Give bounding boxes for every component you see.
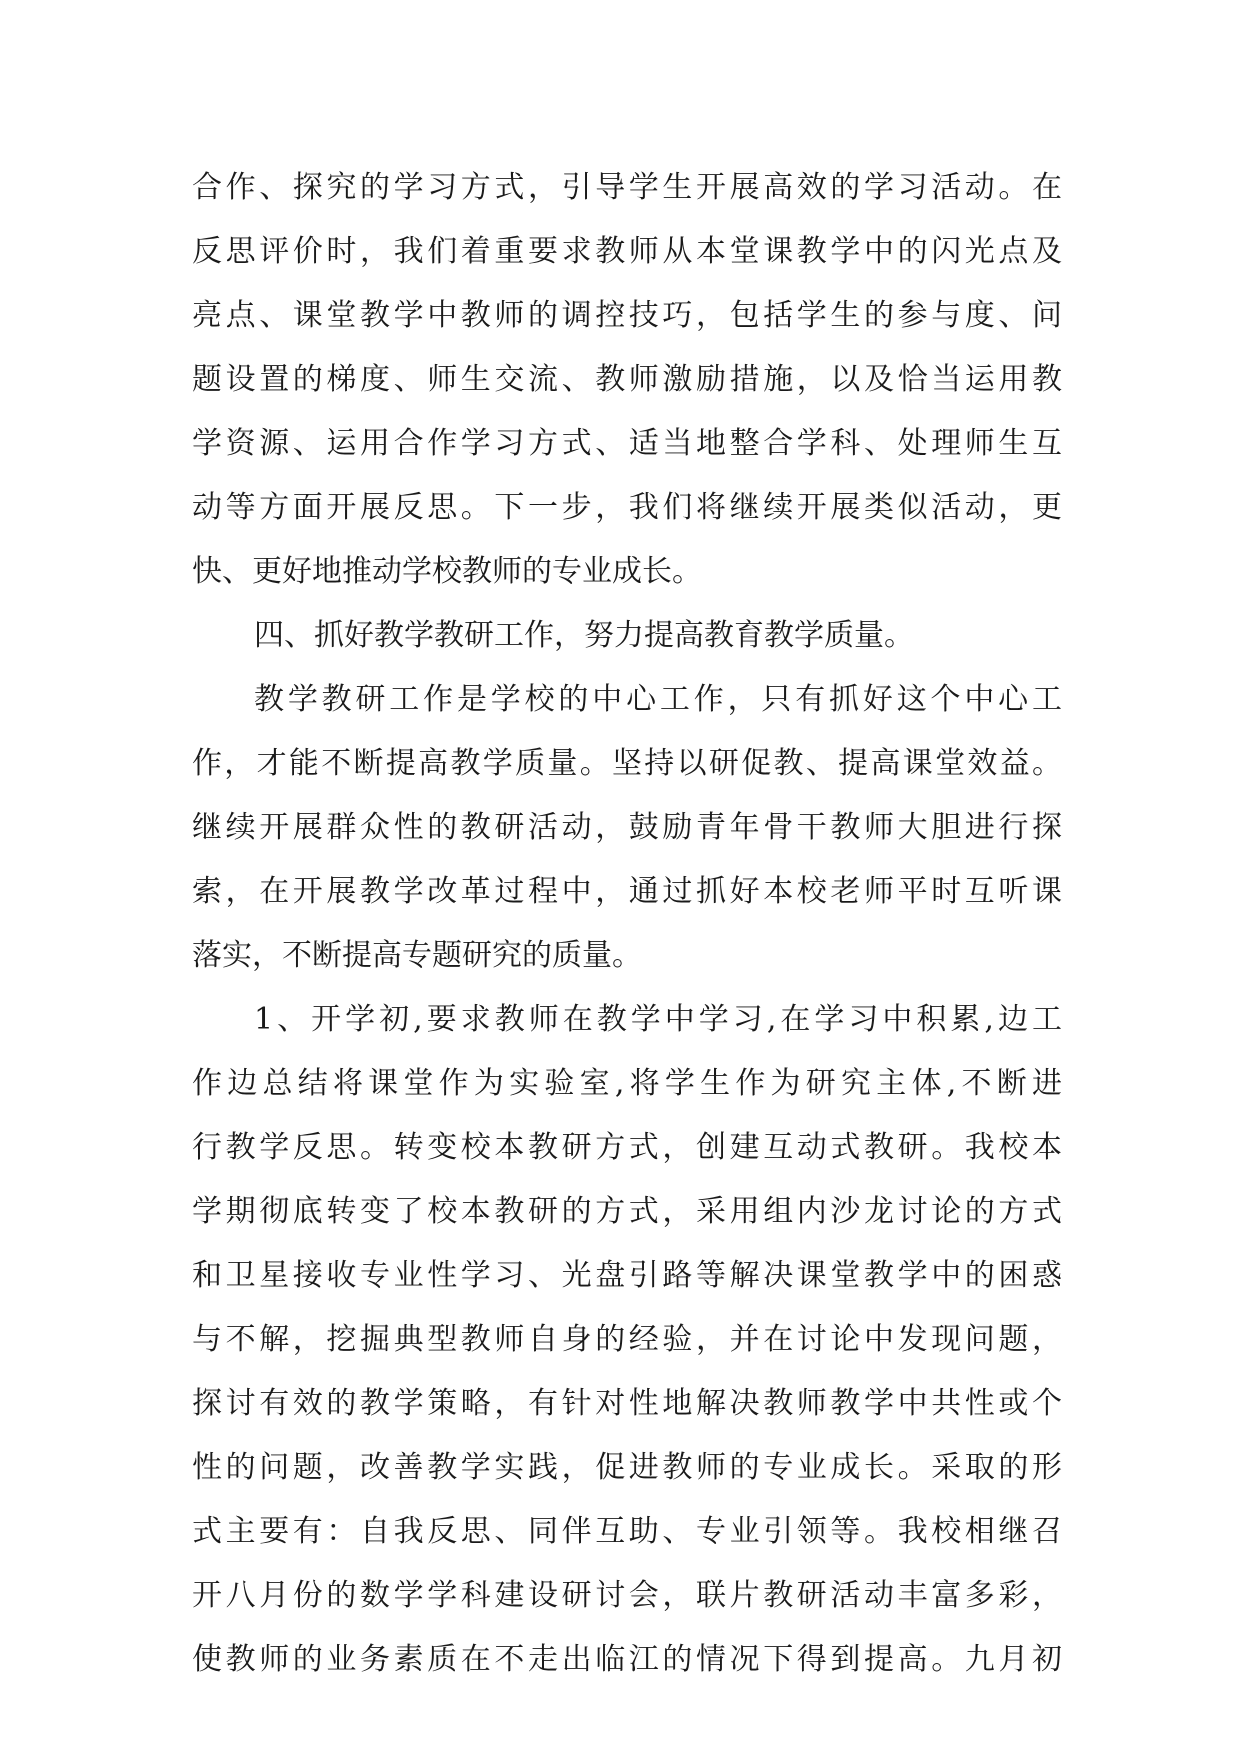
text-line: 探讨有效的教学策略，有针对性地解决教师教学中共性或个 xyxy=(192,1386,1062,1421)
text-line: 快、更好地推动学校教师的专业成长。 xyxy=(192,554,702,589)
text-line: 行教学反思。转变校本教研方式，创建互动式教研。我校本 xyxy=(192,1130,1062,1165)
text-line: 教学教研工作是学校的中心工作，只有抓好这个中心工 xyxy=(254,682,1062,717)
text-line: 索，在开展教学改革过程中，通过抓好本校老师平时互听课 xyxy=(192,874,1062,909)
text-line: 学期彻底转变了校本教研的方式，采用组内沙龙讨论的方式 xyxy=(192,1194,1062,1229)
text-line: 合作、探究的学习方式，引导学生开展高效的学习活动。在 xyxy=(192,170,1062,205)
text-line: 继续开展群众性的教研活动，鼓励青年骨干教师大胆进行探 xyxy=(192,810,1062,845)
text-line: 与不解，挖掘典型教师自身的经验，并在讨论中发现问题， xyxy=(192,1322,1062,1357)
text-line: 落实，不断提高专题研究的质量。 xyxy=(192,938,642,973)
section-heading: 四、抓好教学教研工作，努力提高教育教学质量。 xyxy=(254,618,914,653)
text-line: 亮点、课堂教学中教师的调控技巧，包括学生的参与度、问 xyxy=(192,298,1062,333)
text-line: 和卫星接收专业性学习、光盘引路等解决课堂教学中的困惑 xyxy=(192,1258,1062,1293)
text-line: 1、开学初,要求教师在教学中学习,在学习中积累,边工 xyxy=(254,1002,1062,1037)
text-line: 性的问题，改善教学实践，促进教师的专业成长。采取的形 xyxy=(192,1450,1062,1485)
text-line: 学资源、运用合作学习方式、适当地整合学科、处理师生互 xyxy=(192,426,1062,461)
text-line: 作边总结将课堂作为实验室,将学生作为研究主体,不断进 xyxy=(192,1066,1062,1101)
text-line: 式主要有：自我反思、同伴互助、专业引领等。我校相继召 xyxy=(192,1514,1062,1549)
text-line: 题设置的梯度、师生交流、教师激励措施，以及恰当运用教 xyxy=(192,362,1062,397)
text-line: 开八月份的数学学科建设研讨会，联片教研活动丰富多彩， xyxy=(192,1578,1062,1613)
text-line: 动等方面开展反思。下一步，我们将继续开展类似活动，更 xyxy=(192,490,1062,525)
text-line: 使教师的业务素质在不走出临江的情况下得到提高。九月初 xyxy=(192,1642,1062,1677)
text-line: 反思评价时，我们着重要求教师从本堂课教学中的闪光点及 xyxy=(192,234,1062,269)
document-body xyxy=(192,156,1062,1692)
text-line: 作，才能不断提高教学质量。坚持以研促教、提高课堂效益。 xyxy=(192,746,1062,781)
